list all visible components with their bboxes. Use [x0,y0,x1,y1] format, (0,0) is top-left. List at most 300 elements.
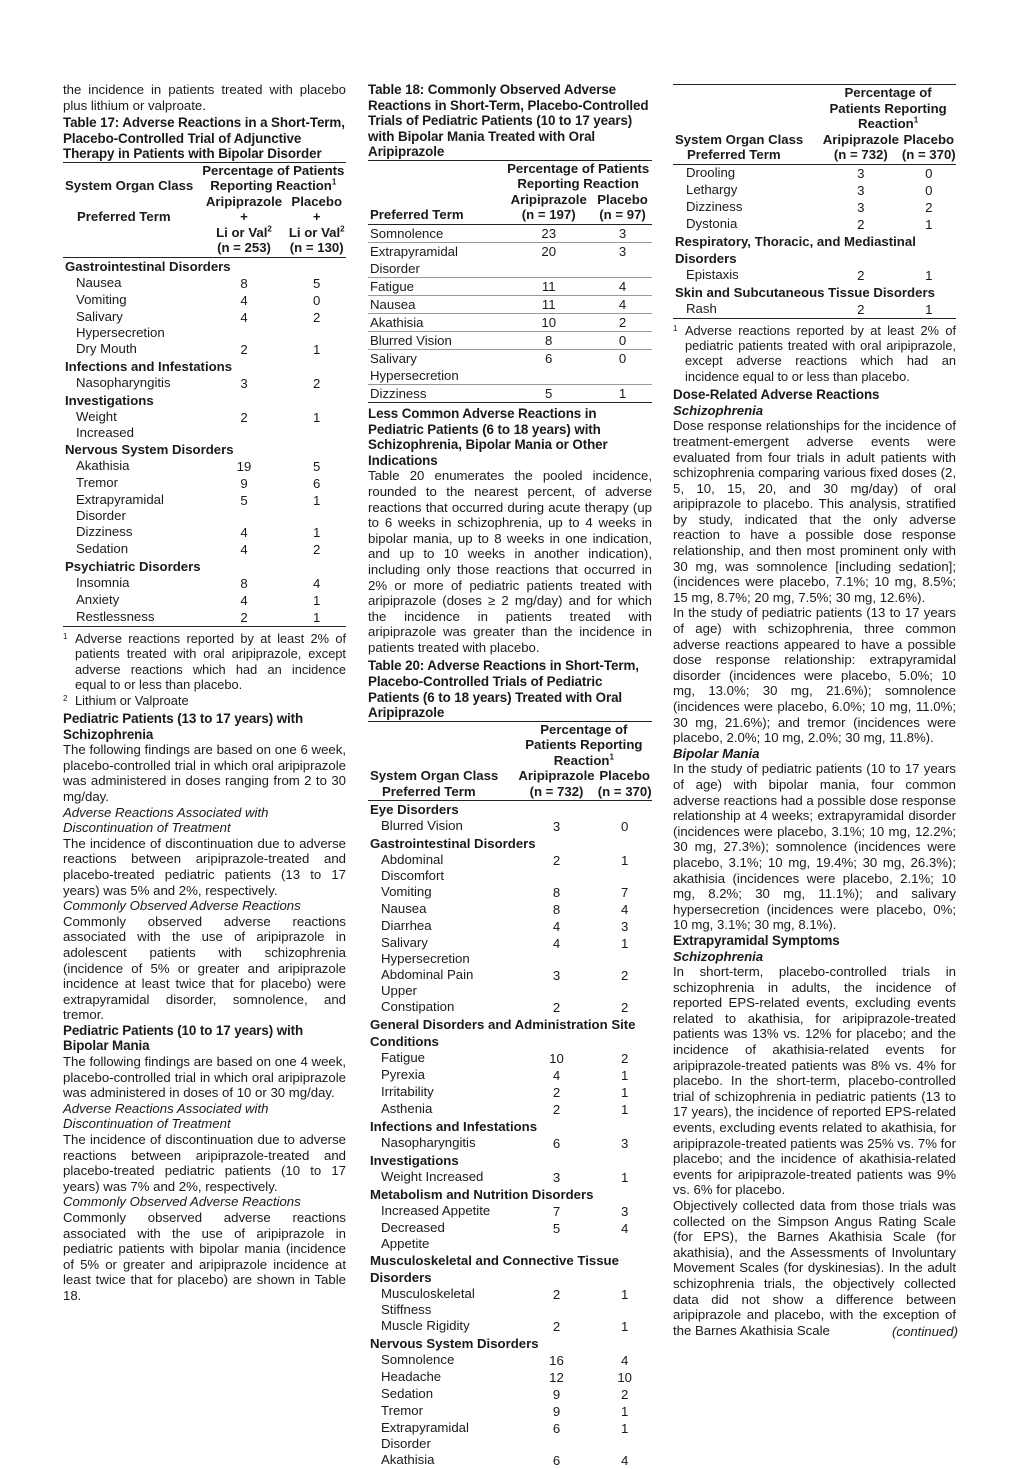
placebo-value: 1 [313,609,321,625]
schizophrenia-subheading-2: Schizophrenia [673,948,764,964]
table-row [368,884,652,901]
intro-text: the incidence in patients treated with placebo plus lithium or valproate. [63,82,346,113]
category-row [368,1118,652,1135]
table-row [368,1386,652,1403]
placebo-value: 4 [621,1453,629,1469]
table-row [368,1203,652,1220]
aripiprazole-value: 4 [552,936,561,952]
column-1 [63,82,346,1304]
table-row [368,999,652,1016]
placebo-value: 1 [313,524,321,540]
placebo-value: 1 [618,385,627,401]
table-row [368,331,652,349]
table20c-header-arip-n: (n = 732) [820,147,901,164]
table20-title: Table 20: Adverse Reactions in Short-Term, Placebo-Controlled Trials of Pediatric Patients (6 to 18 years) Treated with Oral Aripiprazole [368,658,639,721]
table18-header-placebo-n: (n = 97) [593,207,652,224]
term-cell: Salivary Hypersecretion [76,308,165,340]
aripiprazole-value: 9 [552,1387,561,1403]
term-cell: Insomnia [76,574,130,590]
placebo-value: 1 [621,1287,629,1303]
table-row [63,275,346,292]
term-cell: Tremor [381,1403,424,1419]
table-row [368,1352,652,1369]
less-common-heading: Less Common Adverse Reactions in Pediatric Patients (6 to 18 years) with Schizophrenia, Bipolar Mania or Other Indications [368,405,608,468]
table17-header-soc: System Organ Class [65,178,194,194]
placebo-value: 3 [621,1136,629,1152]
term-cell: Dizziness [370,385,427,401]
term-cell: Nausea [368,295,504,313]
aripiprazole-value: 5 [545,385,553,401]
term-cell: Akathisia [368,313,504,331]
placebo-value: 1 [621,1319,629,1335]
category-row [368,1186,652,1203]
category-row [63,441,346,458]
aripiprazole-value: 2 [552,1287,561,1303]
dose-paragraph-3: In the study of pediatric patients (10 to 17 years of age) with bipolar mania, four common adverse reactions had a possible dose response relationship at 4 weeks; extrapyramidal disorder (incidences were placebo, 3.1%; 10 mg, 12.2%; 30 mg, 27.3%); somnolence (incidences were placebo, 3.1%; 10 mg, 19.4%; 30 mg, 26.3%); akathisia (incidences were placebo, 2.1%; 10 mg, 8.2%; 30 mg, 11.1%); and salivary hypersecretion (incidences were placebo, 0%; 10 mg, 3.1%; 30 mg, 8.1%). [673,761,956,933]
table-row [368,967,652,999]
placebo-value: 1 [621,936,629,952]
table18-header-arip: Aripiprazole [510,191,587,207]
table-row [368,818,652,835]
category-row [368,835,652,852]
table-row [673,182,956,199]
category-label: Gastrointestinal Disorders [370,836,536,852]
placebo-value: 7 [621,885,629,901]
aripiprazole-value: 10 [504,313,593,331]
table17-header-placebo-n: (n = 130) [287,240,346,257]
term-cell: Fatigue [381,1050,425,1066]
table20 [368,721,652,1469]
placebo-value: 1 [925,301,933,317]
term-cell: Constipation [381,999,455,1015]
table20-header-soc: System Organ Class [370,768,499,784]
category-row [368,801,652,819]
category-row [368,1016,652,1050]
ped-bipolar-p3: Commonly observed adverse reactions associated with the use of aripiprazole in pediatric patients with bipolar mania (incidence of 5% or greater and aripiprazole incidence at least twice that for placebo) are shown in Table 18. [63,1210,346,1303]
dose-related-heading: Dose-Related Adverse Reactions [673,387,880,403]
term-cell: Fatigue [368,277,504,295]
table17-header-placebo-sub: Li or Val$^2$ [288,224,345,240]
table-row [63,341,346,358]
placebo-value: 3 [593,242,652,277]
term-cell: Tremor [76,474,119,490]
aripiprazole-value: 4 [552,1068,561,1084]
table18-header-pct: Percentage of Patients Reporting Reaction [507,160,650,192]
aripiprazole-value: 12 [549,1370,564,1386]
table20c-header-soc: System Organ Class [675,131,804,147]
table-row [368,1084,652,1101]
placebo-value: 1 [313,592,321,608]
table-row [368,852,652,884]
table-row [673,199,956,216]
aripiprazole-value: 5 [240,492,248,508]
category-label: Eye Disorders [370,802,459,818]
aripiprazole-value: 4 [240,309,248,325]
table-row [63,609,346,627]
aripiprazole-value: 2 [552,1102,561,1118]
placebo-value: 1 [621,1068,629,1084]
table17-header-arip: Aripiprazole + [205,193,283,225]
aripiprazole-value: 19 [236,458,252,474]
placebo-value: 3 [621,1204,629,1220]
table-row [63,409,346,441]
discontinuation-heading-2: Adverse Reactions Associated with Discontinuation of Treatment [63,1100,269,1132]
term-cell: Lethargy [686,181,738,197]
table-row [368,918,652,935]
table-row [368,1369,652,1386]
aripiprazole-value: 2 [240,341,248,357]
term-cell: Pyrexia [381,1067,425,1083]
placebo-value: 0 [313,292,321,308]
placebo-value: 2 [621,968,629,984]
common-reactions-heading: Commonly Observed Adverse Reactions [63,898,301,914]
category-label: Infections and Infestations [370,1119,538,1135]
table20-footnote-1: Adverse reactions reported by at least 2% of pediatric patients treated with oral aripiprazole, except adverse reactions which had an incidence equal to or less than placebo. [685,322,956,384]
placebo-value: 4 [593,277,652,295]
category-label: Nervous System Disorders [65,441,234,457]
table-row [368,901,652,918]
placebo-value: 1 [621,1404,629,1420]
aripiprazole-value: 3 [552,968,561,984]
table-row [368,384,652,402]
table-row [368,242,652,277]
category-label: Nervous System Disorders [370,1336,539,1352]
placebo-value: 4 [621,902,629,918]
aripiprazole-value: 4 [240,524,248,540]
term-cell: Nausea [381,901,427,917]
placebo-value: 1 [313,409,321,425]
category-label: Musculoskeletal and Connective Tissue Disorders [370,1253,619,1286]
term-cell: Epistaxis [686,266,739,282]
term-cell: Sedation [76,540,129,556]
table20-footnote: 1 Adverse reactions reported by at least 2% of pediatric patients treated with oral aripiprazole, except adverse reactions which had an incidence equal to or less than placebo. [673,322,956,384]
aripiprazole-value: 8 [240,275,248,291]
ped-schizo-p2: The incidence of discontinuation due to adverse reactions between aripiprazole-treated and placebo-treated pediatric patients (13 to 17 years) was 5% and 2%, respectively. [63,835,346,898]
category-row [63,392,346,409]
aripiprazole-value: 2 [552,1000,561,1016]
aripiprazole-value: 8 [552,885,561,901]
table20-continued [673,84,956,319]
ped-schizo-p3: Commonly observed adverse reactions associated with the use of aripiprazole in adolescent patients with schizophrenia (incidence of 5% or greater and aripiprazole incidence at least twice that for placebo) were extrapyramidal disorder, somnolence, and tremor. [63,913,346,1023]
common-reactions-heading-2: Commonly Observed Adverse Reactions [63,1194,301,1210]
table20c-header-placebo: Placebo [903,131,955,147]
eps-paragraph-2: Objectively collected data from those trials was collected on the Simpson Angus Rating Scale (for EPS), the Barnes Akathisia Scale (for akathisia), and the Assessments of Involuntary Movement Scales (for dyskinesias). In the adult schizophrenia trials, the objectively collected data did not show a difference between aripiprazole and placebo, with the exception of the Barnes Akathisia Scale [673,1198,956,1338]
placebo-value: 0 [593,331,652,349]
aripiprazole-value: 2 [857,267,865,283]
aripiprazole-value: 6 [552,1136,561,1152]
table17-header-arip-sub: Li or Val$^2$ [216,224,272,240]
dose-paragraph-1: Dose response relationships for the incidence of treatment-emergent adverse events were evaluated from four trials in adult patients with schizophrenia comparing various fixed doses (2, 5, 10, 15, 20, and 30 mg/day) of oral aripiprazole to placebo. This analysis, stratified by study, indicated that the only adverse reaction to have a possible dose response relationship, and then most prominent only with 30 mg, was somnolence [including sedation]; (incidences were placebo, 7.1%; 10 mg, 8.5%; 15 mg, 8.7%; 20 mg, 7.5%; 30 mg, 12.6%). [673,418,956,605]
aripiprazole-value: 3 [552,1170,561,1186]
placebo-value: 2 [621,1000,629,1016]
table-row [63,292,346,309]
placebo-value: 0 [621,819,629,835]
aripiprazole-value: 8 [240,575,248,591]
term-cell: Dizziness [686,198,743,214]
placebo-value: 4 [621,1353,629,1369]
placebo-value: 2 [621,1051,629,1067]
placebo-value: 3 [621,919,629,935]
category-row [368,1152,652,1169]
schizophrenia-subheading: Schizophrenia [673,402,764,418]
aripiprazole-value: 3 [240,375,248,391]
term-cell: Vomiting [381,884,432,900]
aripiprazole-value: 8 [552,902,561,918]
table-row [368,1403,652,1420]
category-label: Psychiatric Disorders [65,558,201,574]
term-cell: Dystonia [686,215,738,231]
table20c-header-pt: Preferred Term [673,147,820,164]
placebo-value: 1 [621,1421,629,1437]
eps-paragraph-1: In short-term, placebo-controlled trials in schizophrenia in adults, the incidence of reported EPS-related events, excluding events related to akathisia, for aripiprazole-treated patients was 13% vs. 12% for placebo; and the incidence of akathisia-related events for aripiprazole-treated patients was 8% vs. 4% for placebo. In the short-term, placebo-controlled trial of schizophrenia in pediatric patients (13 to 17 years), the incidence of reported EPS-related events, excluding events related to akathisia, for aripiprazole-treated patients was 25% vs. 7% for placebo; and the incidence of akathisia-related events for aripiprazole-treated patients was 9% vs. 6% for placebo. [673,964,956,1198]
aripiprazole-value: 2 [552,1319,561,1335]
category-label: Investigations [370,1153,459,1169]
ped-bipolar-heading: Pediatric Patients (10 to 17 years) with Bipolar Mania [63,1022,304,1054]
table20-header-pct: Percentage of Patients Reporting Reaction$^1$ [525,721,643,768]
term-cell: Somnolence [381,1352,455,1368]
table-row [368,1420,652,1452]
category-row [63,558,346,575]
category-row [673,233,956,267]
table-row [368,349,652,384]
eps-heading: Extrapyramidal Symptoms [673,932,840,948]
category-row [673,284,956,301]
aripiprazole-value: 2 [240,609,248,625]
less-common-paragraph: Table 20 enumerates the pooled incidence, rounded to the nearest percent, of adverse reactions that occurred during acute therapy (up to 6 weeks in schizophrenia, up to 4 weeks in bipolar mania, up to 8 weeks in one indication, and up to 10 weeks in another indication), including only those reactions that occurred in 2% or more of pediatric patients treated with aripiprazole (doses ≥ 2 mg/day) and for which the incidence in patients treated with aripiprazole was greater than the incidence in patients treated with placebo. [368,468,652,655]
table-row [673,216,956,233]
dose-paragraph-2: In the study of pediatric patients (13 to 17 years of age) with schizophrenia, three common adverse reactions appeared to have a possible dose response relationship: extrapyramidal disorder (incidences were placebo, 5.0%; 10 mg, 13.0%; 30 mg, 21.6%); somnolence (incidences were placebo, 6.0%; 10 mg, 11.0%; 30 mg, 21.6%); and tremor (incidences were placebo, 2.0%; 10 mg, 2.0%; 30 mg, 11.8%). [673,605,956,746]
term-cell: Blurred Vision [381,818,463,834]
column-2 [368,82,652,1469]
term-cell: Extrapyramidal Disorder [381,1420,469,1452]
placebo-value: 2 [593,313,652,331]
term-cell: Restlessness [76,608,155,624]
placebo-value: 2 [313,309,321,325]
table-row [368,313,652,331]
category-label: General Disorders and Administration Site Conditions [370,1017,636,1050]
aripiprazole-value: 3 [857,165,865,181]
placebo-value: 5 [313,275,321,291]
term-cell: Anxiety [76,591,120,607]
aripiprazole-value: 4 [240,541,248,557]
ped-bipolar-p1: The following findings are based on one 4 week, placebo-controlled trial in which oral aripiprazole was administered in doses of 10 or 30 mg/day. [63,1054,346,1101]
term-cell: Blurred Vision [368,331,504,349]
table-row [368,1318,652,1335]
table-row [673,267,956,284]
table17-footnotes: 1 Adverse reactions reported by at least 2% of patients treated with oral aripiprazole, except adverse reactions which had an incidence equal to or less than placebo. 2 Lithium or Valproate [63,630,346,708]
table-row [368,935,652,967]
placebo-value: 1 [925,267,933,283]
term-cell: Weight Increased [76,408,134,440]
table17 [63,162,346,627]
term-cell: Extrapyramidal Disorder [368,242,504,277]
placebo-value: 2 [621,1387,629,1403]
term-cell: Dry Mouth [76,340,137,356]
category-row [63,358,346,375]
term-cell: Headache [381,1369,442,1385]
category-label: Gastrointestinal Disorders [65,258,231,274]
aripiprazole-value: 16 [549,1353,564,1369]
table-row [368,1135,652,1152]
table-row [673,164,956,182]
table18-header-arip-n: (n = 197) [504,207,593,224]
term-cell: Abdominal Discomfort [381,852,445,884]
placebo-value: 10 [617,1370,632,1386]
aripiprazole-value: 11 [504,295,593,313]
term-cell: Akathisia [76,457,130,473]
continued-label: (continued) [892,1324,958,1339]
aripiprazole-value: 6 [552,1453,561,1469]
placebo-value: 1 [621,853,629,869]
placebo-value: 4 [313,575,321,591]
table-row [63,541,346,558]
term-cell: Extrapyramidal Disorder [76,491,164,523]
category-row [368,1335,652,1352]
table-row [673,301,956,319]
placebo-value: 1 [313,492,321,508]
term-cell: Nausea [76,274,122,290]
placebo-value: 1 [621,1170,629,1186]
term-cell: Rash [686,300,717,316]
term-cell: Asthenia [381,1101,433,1117]
aripiprazole-value: 23 [504,224,593,242]
placebo-value: 2 [925,199,933,215]
table-row [368,277,652,295]
table-row [63,375,346,392]
term-cell: Musculoskeletal Stiffness [381,1286,475,1318]
placebo-value: 2 [313,541,321,557]
aripiprazole-value: 2 [857,301,865,317]
aripiprazole-value: 3 [857,199,865,215]
table17-footnote-2: Lithium or Valproate [75,692,189,708]
term-cell: Weight Increased [381,1169,484,1185]
table20c-header-placebo-n: (n = 370) [901,147,956,162]
category-row [63,257,346,275]
placebo-value: 1 [621,1085,629,1101]
table-row [63,309,346,341]
aripiprazole-value: 6 [552,1421,561,1437]
placebo-value: 5 [313,458,321,474]
term-cell: Nasopharyngitis [76,374,171,390]
term-cell: Decreased Appetite [381,1220,445,1252]
column-3 [673,84,956,1338]
category-label: Infections and Infestations [65,358,233,374]
table20c-header-pct: Percentage of Patients Reporting Reaction$^1$ [829,85,947,131]
placebo-value: 1 [313,341,321,357]
table-row [63,458,346,475]
term-cell: Abdominal Pain Upper [381,967,474,999]
ped-schizo-heading: Pediatric Patients (13 to 17 years) with Schizophrenia [63,711,304,742]
aripiprazole-value: 2 [857,216,865,232]
table18-header-placebo: Placebo [597,191,648,207]
table17-header-placebo: Placebo + [291,193,342,225]
table-row [63,592,346,609]
aripiprazole-value: 2 [240,409,248,425]
term-cell: Muscle Rigidity [381,1318,470,1334]
table-row [368,1101,652,1118]
table17-header-pct: Percentage of Patients Reporting Reaction$^1$ [202,162,345,194]
table20-header-arip: Aripiprazole [518,768,595,784]
table-row [368,1452,652,1469]
aripiprazole-value: 8 [504,331,593,349]
aripiprazole-value: 2 [552,1085,561,1101]
aripiprazole-value: 9 [552,1404,561,1420]
aripiprazole-value: 20 [504,242,593,277]
category-row [368,1252,652,1286]
term-cell: Vomiting [76,291,127,307]
placebo-value: 0 [925,182,933,198]
term-cell: Increased Appetite [381,1203,491,1219]
table-row [368,224,652,242]
term-cell: Somnolence [368,224,504,242]
bipolar-subheading: Bipolar Mania [673,745,760,761]
table18-header-pt: Preferred Term [368,207,504,224]
aripiprazole-value: 4 [240,592,248,608]
table20-header-placebo-n: (n = 370) [597,783,652,799]
table-row [368,1286,652,1318]
table-row [368,1220,652,1252]
placebo-value: 0 [593,349,652,384]
term-cell: Drooling [686,164,736,180]
term-cell: Diarrhea [381,918,432,934]
term-cell: Nasopharyngitis [381,1135,476,1151]
placebo-value: 4 [621,1221,629,1237]
aripiprazole-value: 3 [552,819,561,835]
table17-header-pt: Preferred Term [77,209,171,225]
aripiprazole-value: 4 [552,919,561,935]
placebo-value: 3 [593,224,652,242]
ped-schizo-p1: The following findings are based on one 6 week, placebo-controlled trial in which oral aripiprazole was administered in doses ranging from 2 to 30 mg/day. [63,742,346,804]
table17-header-arip-n: (n = 253) [201,240,288,257]
placebo-value: 0 [925,165,933,181]
table-row [368,1050,652,1067]
placebo-value: 1 [925,216,933,232]
aripiprazole-value: 2 [552,853,561,869]
aripiprazole-value: 11 [504,277,593,295]
term-cell: Salivary Hypersecretion [368,349,504,384]
term-cell: Irritability [381,1084,434,1100]
table20-header-placebo: Placebo [599,768,650,784]
table18-title: Table 18: Commonly Observed Adverse Reactions in Short-Term, Placebo-Controlled Trials of Pediatric Patients (10 to 17 years) with Bipolar Mania Treated with Oral Aripiprazole [368,82,649,160]
aripiprazole-value: 10 [549,1051,564,1067]
aripiprazole-value: 3 [857,182,865,198]
table-row [63,475,346,492]
aripiprazole-value: 9 [240,475,248,491]
table-row [368,1169,652,1186]
category-label: Metabolism and Nutrition Disorders [370,1187,594,1203]
table-row [63,492,346,524]
placebo-value: 2 [313,375,321,391]
category-label: Respiratory, Thoracic, and Mediastinal Disorders [675,233,916,266]
term-cell: Salivary Hypersecretion [381,935,470,967]
category-label: Investigations [65,392,154,408]
aripiprazole-value: 4 [240,292,248,308]
table-row [63,524,346,541]
table17-title: Table 17: Adverse Reactions in a Short-Term, Placebo-Controlled Trial of Adjunctive Therapy in Patients with Bipolar Disorder [63,115,345,162]
category-label: Skin and Subcutaneous Tissue Disorders [675,284,935,300]
placebo-value: 6 [313,475,321,491]
placebo-value: 1 [621,1102,629,1118]
term-cell: Dizziness [76,523,133,539]
table-row [368,295,652,313]
discontinuation-heading: Adverse Reactions Associated with Discontinuation of Treatment [63,804,269,836]
term-cell: Akathisia [381,1452,435,1468]
table20-header-pt: Preferred Term [368,784,516,801]
placebo-value: 4 [593,295,652,313]
aripiprazole-value: 7 [552,1204,561,1220]
table20-header-arip-n: (n = 732) [516,784,598,801]
aripiprazole-value: 6 [504,349,593,384]
